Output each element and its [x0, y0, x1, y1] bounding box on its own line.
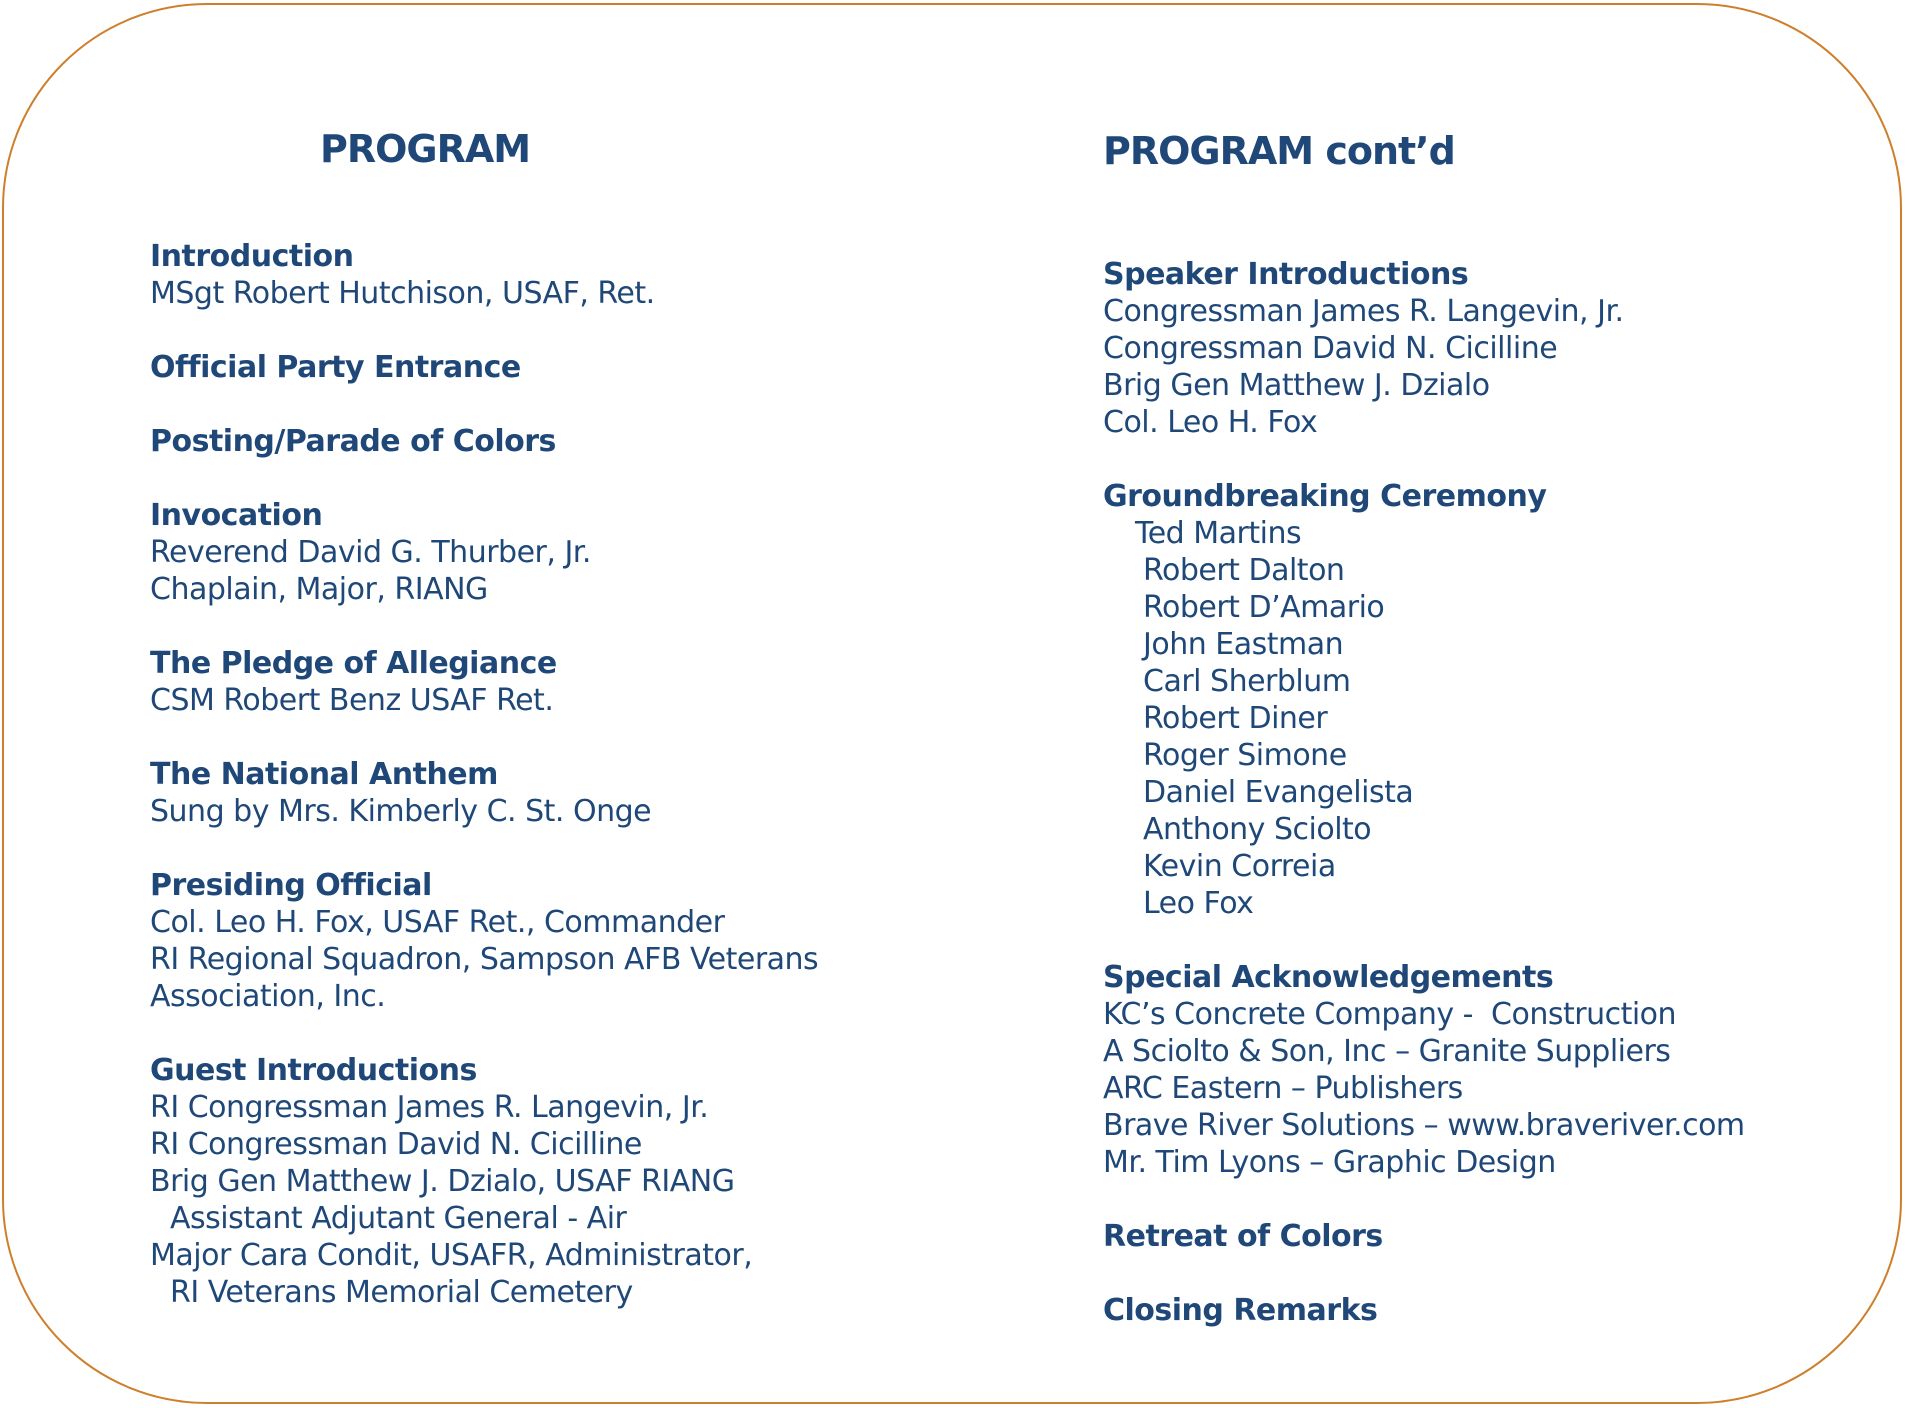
- section-closing-remarks: [1103, 1292, 1883, 1329]
- page-title-contd: PROGRAM cont’d: [1103, 129, 1455, 173]
- program-line: A Sciolto & Son, Inc – Granite Suppliers: [1103, 1034, 1671, 1069]
- section-heading: Official Party Entrance: [150, 350, 521, 385]
- section-heading: Closing Remarks: [1103, 1293, 1378, 1328]
- program-line: Brave River Solutions – www.braveriver.com: [1103, 1108, 1745, 1143]
- section-retreat-of-colors: [1103, 1218, 1883, 1255]
- section-heading: Presiding Official: [150, 868, 432, 903]
- program-line: Brig Gen Matthew J. Dzialo, USAF RIANG: [150, 1164, 735, 1199]
- program-line: Kevin Correia: [1143, 849, 1336, 884]
- section-heading: Guest Introductions: [150, 1053, 477, 1088]
- program-line: Robert D’Amario: [1143, 590, 1385, 625]
- section-posting-parade-of-colors: [150, 423, 890, 460]
- section-special-acknowledgements: [1103, 959, 1883, 1181]
- program-line: Robert Diner: [1143, 701, 1328, 736]
- section-heading: Special Acknowledgements: [1103, 960, 1554, 995]
- program-line: Anthony Sciolto: [1143, 812, 1372, 847]
- section-pledge-of-allegiance: [150, 645, 890, 719]
- program-line: ARC Eastern – Publishers: [1103, 1071, 1463, 1106]
- program-line: Col. Leo H. Fox, USAF Ret., Commander: [150, 905, 725, 940]
- program-line: Chaplain, Major, RIANG: [150, 572, 488, 607]
- section-heading: Speaker Introductions: [1103, 257, 1469, 292]
- program-line: Association, Inc.: [150, 979, 386, 1014]
- program-line: Ted Martins: [1135, 516, 1302, 551]
- section-invocation: [150, 497, 890, 608]
- section-guest-introductions: [150, 1052, 890, 1311]
- program-line: Brig Gen Matthew J. Dzialo: [1103, 368, 1490, 403]
- program-line: Sung by Mrs. Kimberly C. St. Onge: [150, 794, 652, 829]
- page-title: PROGRAM: [320, 127, 531, 171]
- program-line: RI Congressman David N. Cicilline: [150, 1127, 642, 1162]
- section-heading: Introduction: [150, 239, 354, 274]
- program-line: Reverend David G. Thurber, Jr.: [150, 535, 591, 570]
- program-line: Mr. Tim Lyons – Graphic Design: [1103, 1145, 1556, 1180]
- program-line: Congressman David N. Cicilline: [1103, 331, 1558, 366]
- section-heading: Retreat of Colors: [1103, 1219, 1383, 1254]
- program-line: Roger Simone: [1143, 738, 1347, 773]
- program-line: CSM Robert Benz USAF Ret.: [150, 683, 554, 718]
- program-line: MSgt Robert Hutchison, USAF, Ret.: [150, 276, 655, 311]
- program-line: Major Cara Condit, USAFR, Administrator,: [150, 1238, 753, 1273]
- program-line: RI Regional Squadron, Sampson AFB Veterans: [150, 942, 819, 977]
- program-line: Daniel Evangelista: [1143, 775, 1414, 810]
- section-official-party-entrance: [150, 349, 890, 386]
- left-page: [150, 126, 890, 1348]
- section-heading: The National Anthem: [150, 757, 498, 792]
- program-line: KC’s Concrete Company - Construction: [1103, 997, 1677, 1032]
- program-line: Col. Leo H. Fox: [1103, 405, 1318, 440]
- section-groundbreaking-ceremony: [1103, 478, 1883, 922]
- section-national-anthem: [150, 756, 890, 830]
- program-line: Carl Sherblum: [1143, 664, 1351, 699]
- program-line: Leo Fox: [1143, 886, 1254, 921]
- section-heading: Invocation: [150, 498, 323, 533]
- section-introduction: [150, 238, 890, 312]
- program-line: RI Congressman James R. Langevin, Jr.: [150, 1090, 709, 1125]
- right-page: [1103, 128, 1883, 1366]
- section-heading: Groundbreaking Ceremony: [1103, 479, 1547, 514]
- program-line: Assistant Adjutant General - Air: [170, 1201, 627, 1236]
- section-speaker-introductions: [1103, 256, 1883, 441]
- section-heading: The Pledge of Allegiance: [150, 646, 557, 681]
- section-presiding-official: [150, 867, 890, 1015]
- program-line: John Eastman: [1143, 627, 1344, 662]
- section-heading: Posting/Parade of Colors: [150, 424, 556, 459]
- program-line: Congressman James R. Langevin, Jr.: [1103, 294, 1624, 329]
- program-line: Robert Dalton: [1143, 553, 1345, 588]
- program-line: RI Veterans Memorial Cemetery: [170, 1275, 633, 1310]
